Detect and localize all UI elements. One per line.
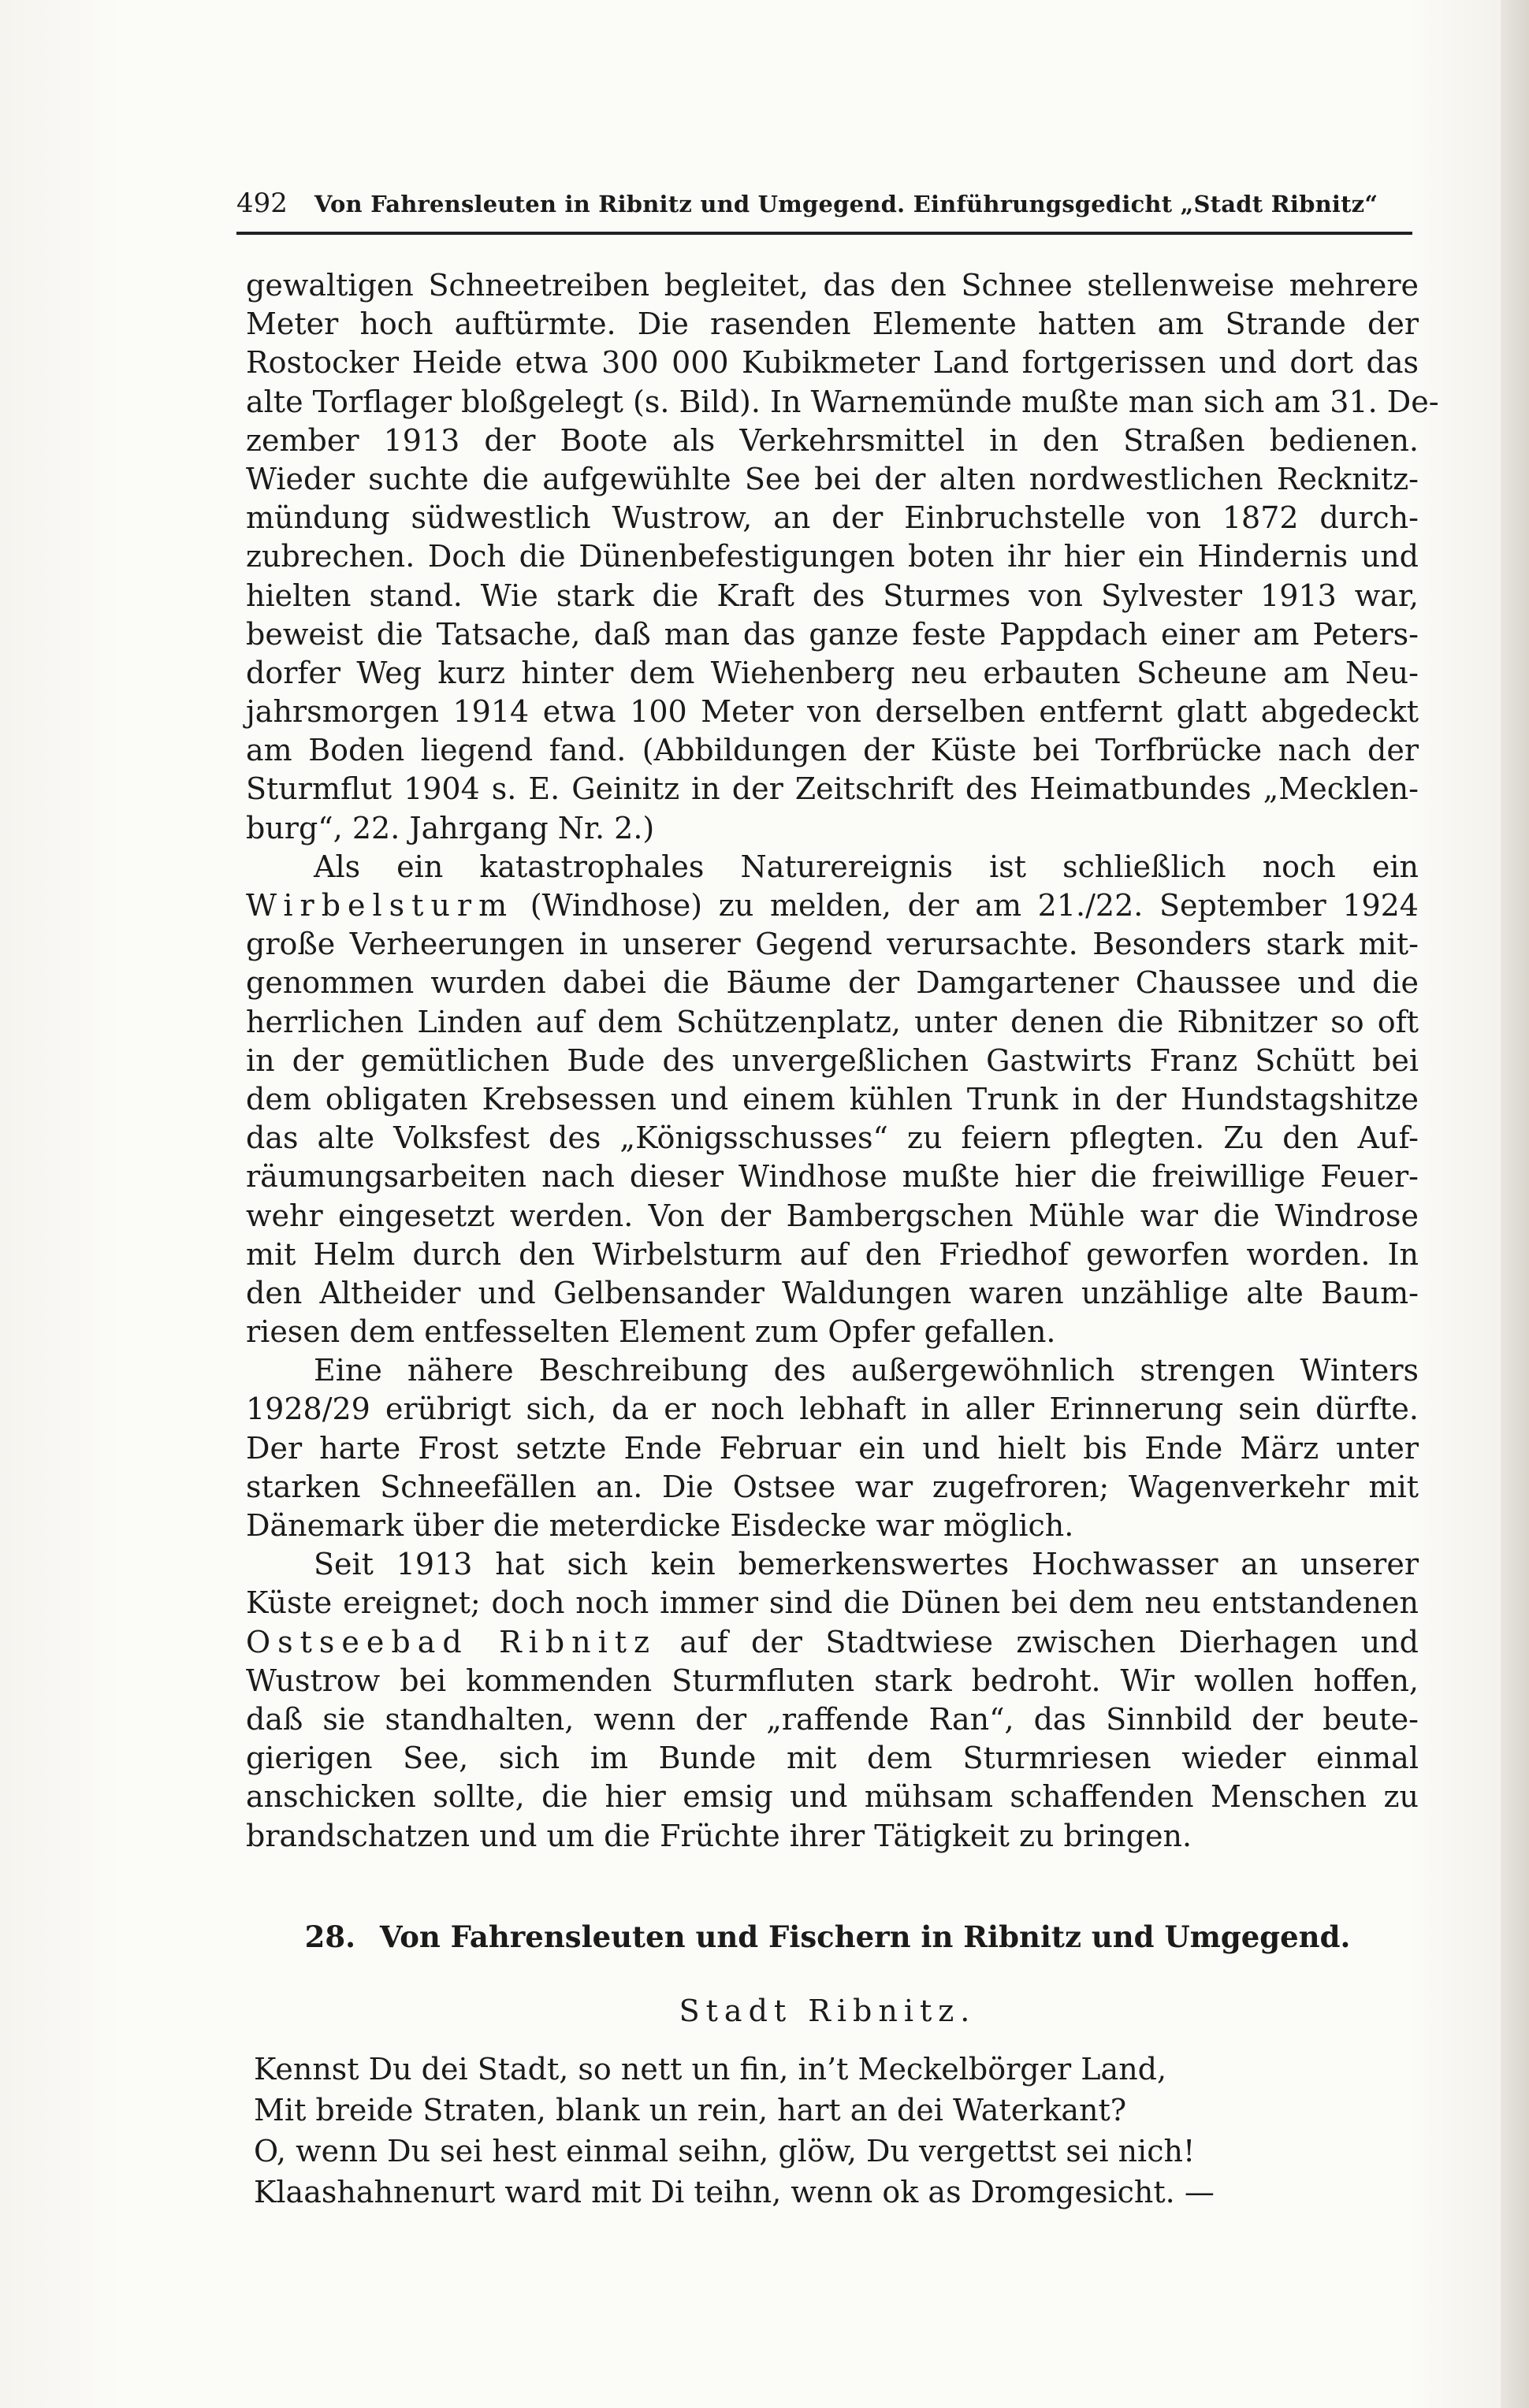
section-heading: [236, 1919, 1419, 1954]
section-title: Von Fahrensleuten und Fischern in Ribnitz und Umgegend.: [379, 1919, 1351, 1954]
text-line: [246, 1584, 1419, 1622]
text-line-content: (Windhose) zu melden, der am 21./22. September 1924: [514, 888, 1419, 923]
text-line-content: wehr eingesetzt werden. Von der Bambergschen Mühle war die Windrose: [246, 1198, 1419, 1233]
text-line: [246, 1119, 1419, 1158]
text-line: [246, 1197, 1419, 1236]
text-line-content: große Verheerungen in unserer Gegend verursachte. Besonders stark mit-: [246, 927, 1419, 962]
poem-line: O, wenn Du sei hest einmal seihn, glöw, Du vergettst sei nich!: [254, 2134, 1196, 2168]
body-text: [246, 266, 1439, 1856]
text-line-content: räumungsarbeiten nach dieser Windhose mußte hier die freiwillige Feuer-: [246, 1159, 1419, 1195]
text-line-content: riesen dem entfesselten Element zum Opfer gefallen.: [246, 1314, 1056, 1350]
text-line: [246, 1080, 1419, 1119]
text-line: [246, 886, 1419, 925]
text-line: [246, 693, 1419, 731]
text-line-content: burg“, 22. Jahrgang Nr. 2.): [246, 810, 655, 845]
section-number: 28.: [304, 1919, 356, 1954]
spaced-emphasis: Ostseebad Ribnitz: [246, 1624, 657, 1659]
page-edge-shadow: [1501, 0, 1529, 2408]
text-line: [246, 1390, 1419, 1429]
text-line: [246, 577, 1419, 615]
text-line: [246, 1313, 1419, 1351]
text-line-content: Dänemark über die meterdicke Eisdecke war möglich.: [246, 1508, 1074, 1543]
text-line-content: alte Torflager bloßgelegt (s. Bild). In Warnemünde mußte man sich am 31. De-: [246, 384, 1439, 419]
text-line-content: anschicken sollte, die hier emsig und mühsam schaffenden Menschen zu: [246, 1779, 1419, 1815]
text-line-content: Wustrow bei kommenden Sturmfluten stark bedroht. Wir wollen hoffen,: [246, 1663, 1419, 1698]
text-line-content: gierigen See, sich im Bunde mit dem Sturmriesen wieder einmal: [246, 1741, 1419, 1776]
text-line: [246, 1429, 1419, 1468]
text-line-content: beweist die Tatsache, daß man das ganze feste Pappdach einer am Peters-: [246, 616, 1419, 652]
text-line-content: das alte Volksfest des „Königsschusses“ zu feiern pflegten. Zu den Auf-: [246, 1120, 1419, 1156]
text-line-content: Meter hoch auftürmte. Die rasenden Elemente hatten am Strande der: [246, 307, 1419, 342]
text-line-content: dorfer Weg kurz hinter dem Wiehenberg neu erbauten Scheune am Neu-: [246, 655, 1419, 690]
text-line-content: Der harte Frost setzte Ende Februar ein und hielt bis Ende März unter: [246, 1430, 1419, 1466]
text-line: [246, 925, 1419, 964]
text-line: [246, 1662, 1419, 1700]
text-line-content: zubrechen. Doch die Dünenbefestigungen boten ihr hier ein Hindernis und: [246, 539, 1419, 574]
text-line: [246, 1158, 1419, 1196]
poem: [254, 2049, 1357, 2213]
text-line: [246, 266, 1419, 305]
running-head: Von Fahrensleuten in Ribnitz und Umgegend. Einführungsgedicht „Stadt Ribnitz“: [314, 191, 1378, 217]
text-line: [246, 460, 1419, 499]
text-line-content: Wieder suchte die aufgewühlte See bei der alten nordwestlichen Recknitz-: [246, 461, 1419, 496]
text-line-content: mit Helm durch den Wirbelsturm auf den Friedhof geworfen worden. In: [246, 1236, 1419, 1272]
text-line: [246, 1778, 1419, 1816]
text-line: [246, 499, 1419, 537]
text-line-content: 1928/29 erübrigt sich, da er noch lebhaft in aller Erinnerung sein dürfte.: [246, 1392, 1419, 1427]
text-line: [246, 383, 1439, 422]
text-line: [246, 1236, 1419, 1274]
text-line: [246, 1507, 1419, 1545]
spaced-emphasis: Wirbelsturm: [246, 888, 515, 923]
text-line: [246, 1817, 1419, 1856]
text-line-content: in der gemütlichen Bude des unvergeßlichen Gastwirts Franz Schütt bei: [246, 1042, 1419, 1078]
text-line-content: jahrsmorgen 1914 etwa 100 Meter von derselben entfernt glatt abgedeckt: [246, 694, 1419, 730]
text-line: [246, 1351, 1419, 1390]
text-line: [246, 809, 1419, 848]
text-line-content: auf der Stadtwiese zwischen Dierhagen und: [657, 1624, 1419, 1659]
text-line: [246, 422, 1419, 460]
page-number: 492: [236, 188, 288, 219]
text-line-content: Als ein katastrophales Naturereignis ist schließlich noch ein: [314, 849, 1419, 884]
poem-line: Kennst Du dei Stadt, so nett un fin, in’t Meckelbörger Land,: [254, 2052, 1167, 2087]
text-line: [246, 964, 1419, 1002]
text-line-content: Sturmflut 1904 s. E. Geinitz in der Zeitschrift des Heimatbundes „Mecklen-: [246, 771, 1419, 807]
poem-line: Mit breide Straten, blank un rein, hart an dei Waterkant?: [254, 2093, 1127, 2127]
text-line: [246, 731, 1419, 770]
text-line: [246, 1274, 1419, 1313]
text-line: [246, 1739, 1419, 1778]
text-line-content: Seit 1913 hat sich kein bemerkenswertes Hochwasser an unserer: [314, 1547, 1419, 1582]
text-line: [246, 1003, 1419, 1042]
text-line: [246, 537, 1419, 576]
text-line-content: Küste ereignet; doch noch immer sind die Dünen bei dem neu entstandenen: [246, 1585, 1419, 1621]
text-line-content: den Altheider und Gelbensander Waldungen waren unzählige alte Baum-: [246, 1275, 1419, 1310]
text-line-content: mündung südwestlich Wustrow, an der Einbruchstelle von 1872 durch-: [246, 500, 1419, 536]
text-line-content: am Boden liegend fand. (Abbildungen der Küste bei Torfbrücke nach der: [246, 733, 1419, 768]
text-line-content: Rostocker Heide etwa 300 000 Kubikmeter Land fortgerissen und dort das: [246, 345, 1419, 381]
text-line: [246, 305, 1419, 344]
text-line-content: gewaltigen Schneetreiben begleitet, das den Schnee stellenweise mehrere: [246, 268, 1419, 303]
text-line: [246, 1468, 1419, 1507]
text-line-content: daß sie standhalten, wenn der „raffende Ran“, das Sinnbild der beute-: [246, 1701, 1419, 1737]
poem-line: Klaashahnenurt ward mit Di teihn, wenn ok as Dromgesicht. —: [254, 2175, 1215, 2209]
text-line-content: genommen wurden dabei die Bäume der Damgartener Chaussee und die: [246, 965, 1419, 1001]
text-line: [246, 1042, 1419, 1080]
poem-title: Stadt Ribnitz.: [679, 1994, 977, 2028]
text-line: [246, 1623, 1419, 1662]
text-line: [246, 848, 1419, 886]
text-line-content: zember 1913 der Boote als Verkehrsmittel in den Straßen bedienen.: [246, 422, 1419, 458]
text-line-content: starken Schneefällen an. Die Ostsee war zugefroren; Wagenverkehr mit: [246, 1469, 1419, 1504]
text-line-content: hielten stand. Wie stark die Kraft des Sturmes von Sylvester 1913 war,: [246, 578, 1419, 613]
text-line: [246, 770, 1419, 808]
text-line: [246, 1700, 1419, 1739]
text-line-content: dem obligaten Krebsessen und einem kühlen Trunk in der Hundstagshitze: [246, 1081, 1419, 1117]
text-line-content: herrlichen Linden auf dem Schützenplatz, unter denen die Ribnitzer so oft: [246, 1004, 1419, 1039]
text-line: [246, 615, 1419, 654]
page-header: [236, 188, 1412, 235]
text-line-content: brandschatzen und um die Früchte ihrer Tätigkeit zu bringen.: [246, 1818, 1192, 1853]
text-line-content: Eine nähere Beschreibung des außergewöhnlich strengen Winters: [314, 1353, 1419, 1388]
text-line: [246, 1545, 1419, 1584]
text-line: [246, 654, 1419, 693]
text-line: [246, 344, 1419, 382]
